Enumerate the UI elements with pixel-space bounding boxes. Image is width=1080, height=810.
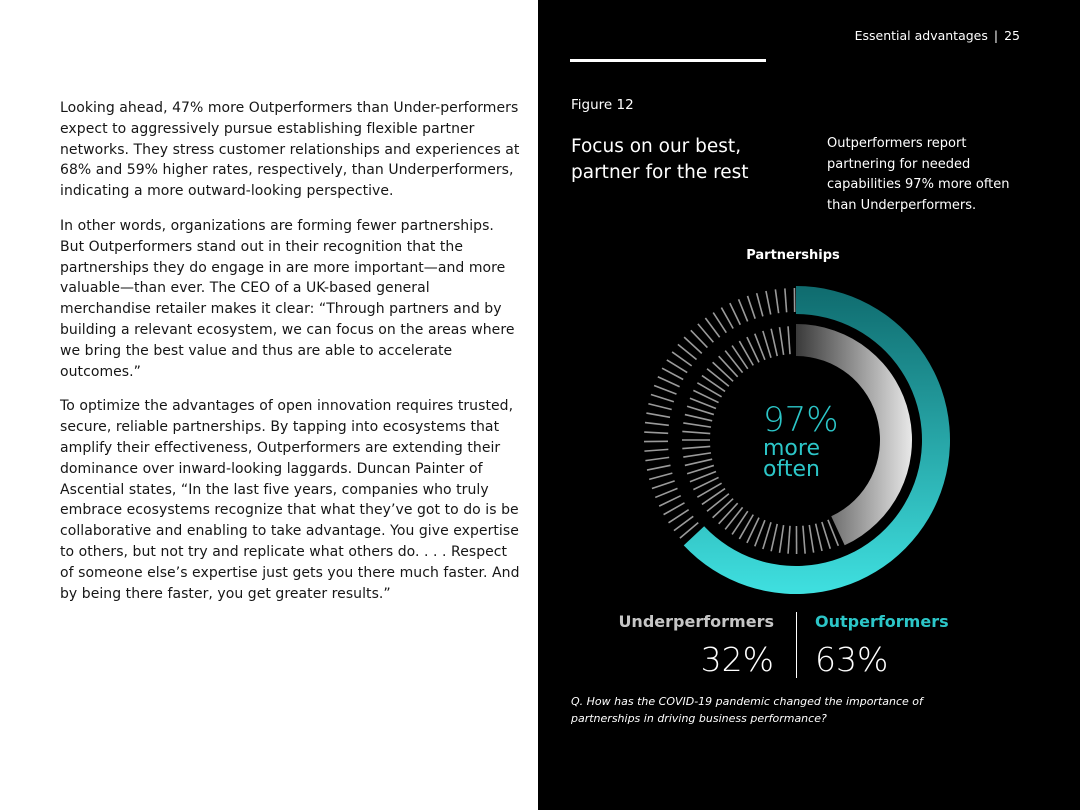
legend-underperformers-label: Underperformers bbox=[618, 612, 774, 631]
body-text bbox=[60, 98, 520, 618]
track-tick bbox=[707, 494, 729, 512]
track-tick bbox=[771, 329, 777, 356]
track-tick bbox=[719, 503, 738, 524]
body-paragraph-2: In other words, organizations are forming fewer partnerships. But Outperformers stand out in their recognition that the partnerships they do engage in are more important—and more valuable—than ever. The CEO of a UK-based general merchandise retailer makes it clear: “Through partners and by building a relevant ecosystem, we can focus on the areas where we bring the best value and thus are able to accelerate outcomes.” bbox=[60, 217, 515, 380]
track-tick bbox=[809, 525, 813, 553]
track-tick bbox=[757, 293, 763, 316]
track-tick bbox=[646, 413, 670, 417]
survey-question: Q. How has the COVID-19 pandemic changed the importance of partnerships in driving business performance? bbox=[571, 695, 923, 725]
legend-divider bbox=[796, 612, 797, 678]
track-tick bbox=[687, 465, 714, 473]
track-tick bbox=[667, 360, 687, 373]
track-tick bbox=[771, 524, 777, 551]
track-tick bbox=[739, 299, 748, 321]
track-tick bbox=[719, 356, 738, 377]
figure-description: Outperformers report partnering for needed capabilities 97% more often than Underperformers. bbox=[827, 136, 1010, 213]
track-tick bbox=[803, 526, 805, 554]
body-paragraph-3: To optimize the advantages of open innovation requires trusted, secure, reliable partnerships. By tapping into ecosystems that amplify their effectiveness, Outperformers are extending their dominance over inward-looking laggards. Duncan Painter of Ascential states, “In the last five years, companies who truly embrace ecosystems recognize that what they’ve got to do is be collaborative and enabling to take advantage. You give expertise to others, but not try and replicate what others do. . . . Respect of someone else’s expertise just gets you there much faster. And by being there faster, you get greater results.” bbox=[60, 398, 520, 602]
figure-label: Figure 12 bbox=[571, 97, 634, 113]
figure-rule bbox=[570, 59, 766, 62]
track-tick bbox=[682, 446, 710, 448]
track-tick bbox=[766, 291, 771, 315]
track-tick bbox=[683, 453, 711, 457]
track-tick bbox=[687, 406, 714, 414]
legend-underperformers-value: 32% bbox=[700, 640, 774, 679]
page-number: 25 bbox=[1004, 28, 1020, 43]
section-title: Essential advantages bbox=[854, 28, 988, 43]
track-tick bbox=[645, 457, 669, 460]
track-tick bbox=[644, 449, 668, 451]
legend-outperformers-label: Outperformers bbox=[815, 612, 949, 631]
track-tick bbox=[648, 404, 671, 410]
track-tick bbox=[682, 431, 710, 433]
track-tick bbox=[788, 526, 790, 554]
track-tick bbox=[730, 303, 740, 325]
figure-title: Focus on our best, partner for the rest bbox=[571, 136, 749, 183]
track-tick bbox=[669, 510, 689, 523]
track-tick bbox=[748, 296, 756, 319]
track-tick bbox=[645, 423, 669, 426]
track-tick bbox=[647, 465, 671, 470]
track-tick bbox=[702, 376, 725, 392]
track-tick bbox=[775, 289, 778, 313]
track-tick bbox=[658, 377, 680, 387]
center-label bbox=[763, 402, 839, 480]
track-tick bbox=[721, 308, 733, 329]
track-tick bbox=[683, 423, 711, 427]
track-tick bbox=[788, 326, 790, 354]
track-tick bbox=[785, 288, 787, 312]
page-header bbox=[855, 28, 1020, 43]
track-tick bbox=[651, 395, 674, 402]
track-tick bbox=[822, 522, 830, 549]
track-tick bbox=[816, 524, 822, 551]
track-tick bbox=[702, 489, 725, 505]
track-tick bbox=[713, 313, 726, 333]
track-tick bbox=[659, 496, 681, 506]
center-text-often: often bbox=[763, 457, 820, 482]
track-tick bbox=[655, 488, 677, 497]
text-column bbox=[0, 0, 538, 810]
track-tick bbox=[649, 473, 672, 479]
track-tick bbox=[780, 327, 784, 355]
track-tick bbox=[664, 503, 685, 515]
track-tick bbox=[780, 525, 784, 553]
track-tick bbox=[725, 507, 742, 529]
chart-title: Partnerships bbox=[746, 248, 840, 263]
header-separator: | bbox=[993, 28, 999, 43]
chart-legend bbox=[600, 610, 1000, 680]
track-tick bbox=[644, 432, 668, 433]
track-tick bbox=[732, 511, 748, 534]
track-tick bbox=[654, 386, 676, 395]
body-paragraph-1: Looking ahead, 47% more Outperformers than Under-performers expect to aggressively pursue establishing flexible partner networks. They stress customer relationships and experiences at 68% and 59% higher rates, respectively, than Underperformers, indicating a more outward-looking perspective. bbox=[60, 100, 520, 200]
track-tick bbox=[732, 346, 748, 369]
track-tick bbox=[707, 369, 729, 387]
track-tick bbox=[763, 331, 771, 358]
track-tick bbox=[685, 459, 712, 465]
track-tick bbox=[725, 351, 742, 373]
legend-outperformers-value: 63% bbox=[815, 640, 889, 679]
track-tick bbox=[763, 522, 771, 549]
track-tick bbox=[713, 499, 733, 518]
track-tick bbox=[713, 362, 733, 381]
track-tick bbox=[685, 415, 712, 421]
track-tick bbox=[662, 368, 683, 379]
center-value: 97% bbox=[763, 400, 839, 440]
center-text-more: more bbox=[763, 436, 820, 461]
track-tick bbox=[652, 481, 675, 489]
